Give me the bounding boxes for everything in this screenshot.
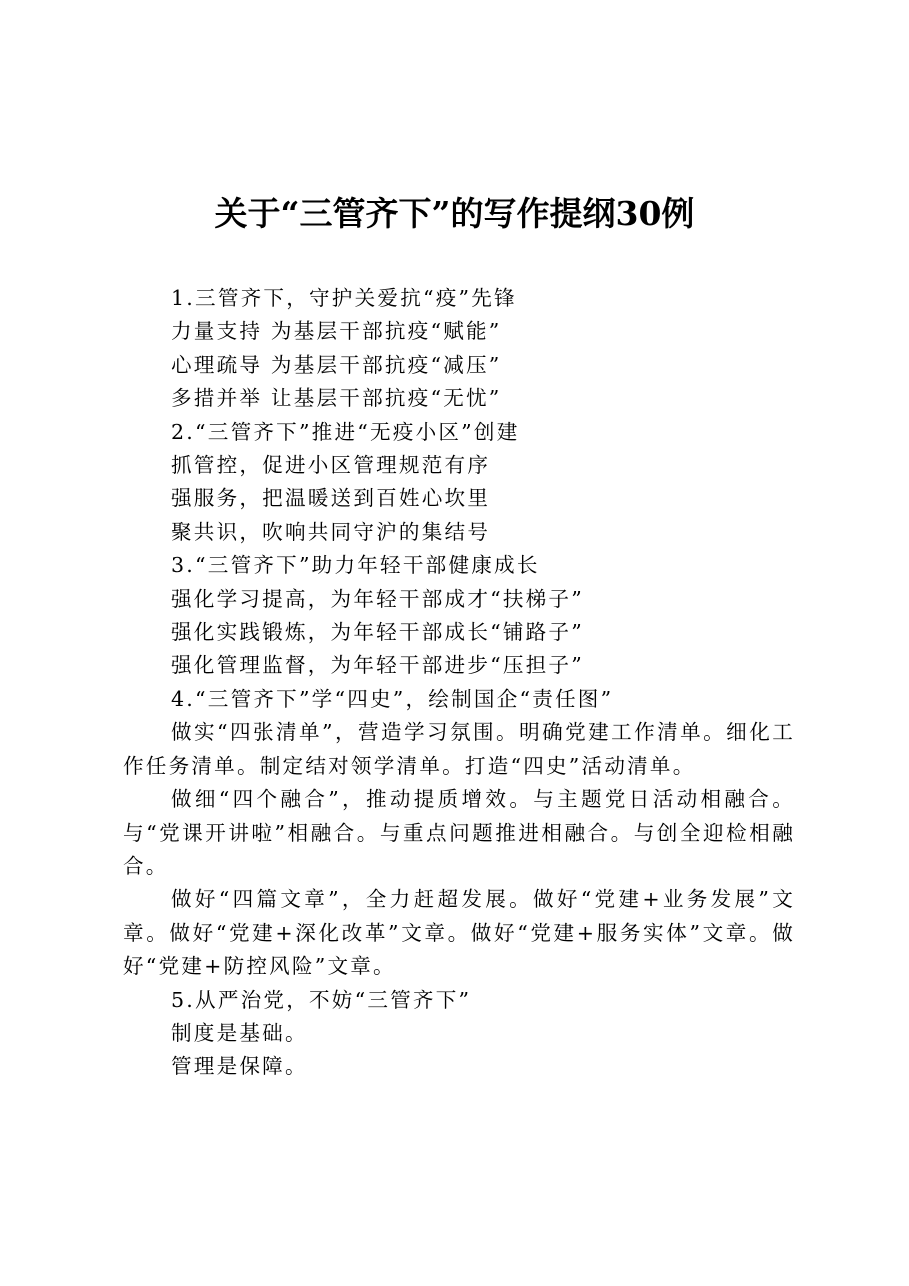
section-heading-5: 5.从严治党，不妨“三管齐下” bbox=[171, 987, 472, 1012]
section-heading-4: 4.“三管齐下”学“四史”，绘制国企“责任图” bbox=[171, 686, 614, 711]
text-line: 强化学习提高，为年轻干部成才“扶梯子” bbox=[171, 586, 584, 611]
text-line: 多措并举 让基层干部抗疫“无忧” bbox=[171, 386, 502, 411]
document-title: 关于“三管齐下”的写作提纲30例 bbox=[214, 194, 695, 233]
text-line: 抓管控，促进小区管理规范有序 bbox=[171, 453, 491, 478]
text-line: 强化实践锻炼，为年轻干部成长“铺路子” bbox=[171, 620, 584, 645]
section-heading-2: 2.“三管齐下”推进“无疫小区”创建 bbox=[171, 419, 520, 444]
text-line: 制度是基础。 bbox=[171, 1020, 308, 1045]
paragraph: 做细“四个融合”，推动提质增效。与主题党日活动相融合。与“党课开讲啦”相融合。与重点问题推进相融合。与创全迎检相融合。 bbox=[123, 787, 795, 878]
document-body bbox=[123, 282, 795, 1084]
paragraph: 做实“四张清单”，营造学习氛围。明确党建工作清单。细化工作任务清单。制定结对领学清单。打造“四史”活动清单。 bbox=[123, 720, 795, 778]
text-line: 管理是保障。 bbox=[171, 1054, 308, 1079]
text-line: 聚共识，吹响共同守沪的集结号 bbox=[171, 519, 491, 544]
text-line: 心理疏导 为基层干部抗疫“减压” bbox=[171, 352, 502, 377]
section-heading-1: 1.三管齐下，守护关爱抗“疫”先锋 bbox=[171, 286, 517, 310]
section-heading-3: 3.“三管齐下”助力年轻干部健康成长 bbox=[171, 553, 540, 578]
text-line: 力量支持 为基层干部抗疫“赋能” bbox=[171, 319, 502, 344]
text-line: 强化管理监督，为年轻干部进步“压担子” bbox=[171, 653, 584, 678]
paragraph: 做好“四篇文章”，全力赶超发展。做好“党建+业务发展”文章。做好“党建+深化改革”文章。做好“党建+服务实体”文章。做好“党建+防控风险”文章。 bbox=[123, 887, 795, 979]
text-line: 强服务，把温暖送到百姓心坎里 bbox=[171, 486, 491, 511]
